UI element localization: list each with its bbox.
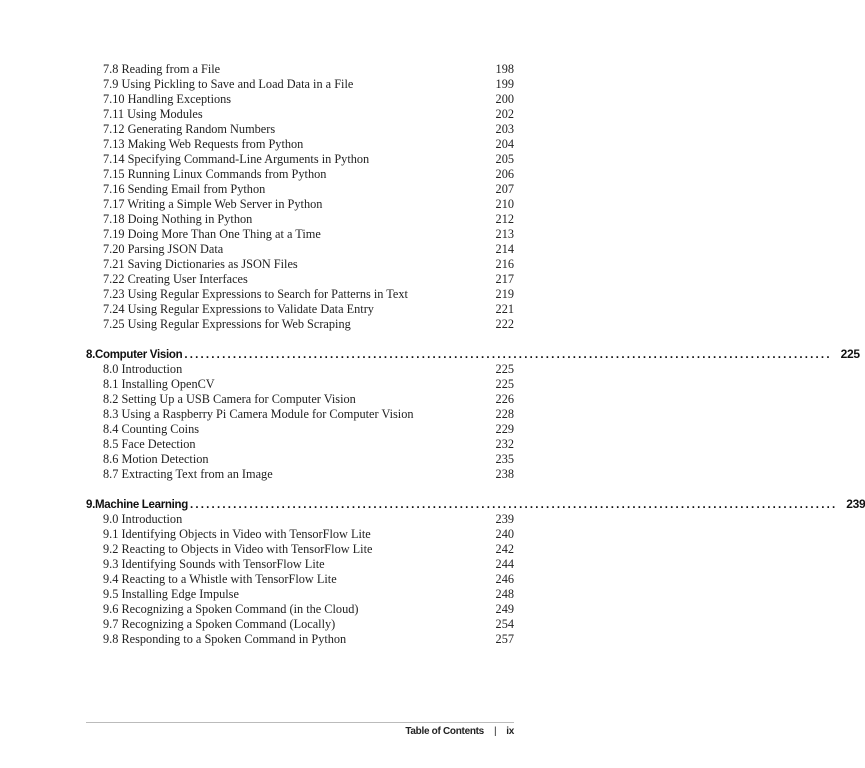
toc-entry[interactable] [86,512,514,527]
entry-page-number: 206 [495,167,514,181]
entry-page-number: 198 [495,62,514,76]
entry-page-number: 205 [495,152,514,166]
entry-page-number: 213 [495,227,514,241]
entry-title: 7.22 Creating User Interfaces [103,272,248,286]
entry-page-number: 232 [495,437,514,451]
entry-page-number: 225 [495,377,514,391]
entry-title: 7.25 Using Regular Expressions for Web Scraping [103,317,351,331]
entry-page-number: 221 [495,302,514,316]
toc-entry[interactable] [86,92,514,107]
entry-title: 9.0 Introduction [103,512,183,526]
toc-entry[interactable] [86,242,514,257]
chapter-page-number: 225 [840,347,860,361]
toc-entry[interactable] [86,617,514,632]
page-footer [405,726,514,737]
toc-entry[interactable] [86,107,514,122]
entry-page-number: 248 [495,587,514,601]
entry-page-number: 202 [495,107,514,121]
entry-title: 7.15 Running Linux Commands from Python [103,167,327,181]
toc-entry[interactable] [86,62,514,77]
footer-separator: | [493,726,497,737]
toc-entry[interactable] [86,452,514,467]
toc-entry[interactable] [86,632,514,647]
toc-entry[interactable] [86,362,514,377]
entry-title: 9.1 Identifying Objects in Video with TensorFlow Lite [103,527,371,541]
entry-page-number: 238 [495,467,514,481]
toc-entry[interactable] [86,227,514,242]
entry-page-number: 242 [495,542,514,556]
dot-leader: ........................................................................................................................ [189,499,838,511]
toc-entry[interactable] [86,182,514,197]
entry-page-number: 200 [495,92,514,106]
toc-entry[interactable] [86,77,514,92]
dot-leader: ........................................................................................................................ [184,349,832,361]
entry-page-number: 217 [495,272,514,286]
entry-page-number: 214 [495,242,514,256]
toc-entry[interactable] [86,557,514,572]
entry-page-number: 216 [495,257,514,271]
toc-entry[interactable] [86,572,514,587]
entry-title: 7.18 Doing Nothing in Python [103,212,253,226]
entry-page-number: 219 [495,287,514,301]
entry-page-number: 203 [495,122,514,136]
toc-entry[interactable] [86,272,514,287]
entry-title: 7.10 Handling Exceptions [103,92,232,106]
entry-page-number: 246 [495,572,514,586]
entry-page-number: 240 [495,527,514,541]
chapter-heading[interactable] [86,497,865,512]
entry-title: 8.5 Face Detection [103,437,196,451]
toc-entry[interactable] [86,197,514,212]
chapter-number: 8. [86,349,95,361]
chapter-heading[interactable] [86,347,860,362]
footer-section-title: Table of Contents [405,726,484,737]
entry-title: 7.23 Using Regular Expressions to Search for Patterns in Text [103,287,408,301]
entry-page-number: 228 [495,407,514,421]
entry-title: 7.19 Doing More Than One Thing at a Time [103,227,321,241]
entry-title: 8.3 Using a Raspberry Pi Camera Module for Computer Vision [103,407,414,421]
entry-title: 7.20 Parsing JSON Data [103,242,224,256]
entry-page-number: 204 [495,137,514,151]
entry-title: 8.4 Counting Coins [103,422,199,436]
chapter-page-number: 239 [846,497,865,511]
entry-page-number: 254 [495,617,514,631]
entry-page-number: 249 [495,602,514,616]
entry-page-number: 225 [495,362,514,376]
section-spacer [86,482,514,497]
entry-page-number: 212 [495,212,514,226]
entry-title: 8.1 Installing OpenCV [103,377,215,391]
toc-entry[interactable] [86,122,514,137]
toc-entry[interactable] [86,137,514,152]
entry-page-number: 229 [495,422,514,436]
entry-title: 8.7 Extracting Text from an Image [103,467,273,481]
entry-title: 8.2 Setting Up a USB Camera for Computer Vision [103,392,356,406]
entry-title: 9.7 Recognizing a Spoken Command (Locally) [103,617,336,631]
entry-title: 7.11 Using Modules [103,107,203,121]
chapter-title: Computer Vision [95,349,183,361]
entry-title: 7.17 Writing a Simple Web Server in Python [103,197,323,211]
entry-title: 7.16 Sending Email from Python [103,182,266,196]
toc-entry[interactable] [86,527,514,542]
toc-entry[interactable] [86,422,514,437]
entry-title: 9.6 Recognizing a Spoken Command (in the Cloud) [103,602,359,616]
toc-entry[interactable] [86,317,514,332]
entry-page-number: 239 [495,512,514,526]
toc-entry[interactable] [86,302,514,317]
entry-title: 8.0 Introduction [103,362,183,376]
entry-title: 7.21 Saving Dictionaries as JSON Files [103,257,298,271]
toc-entry[interactable] [86,587,514,602]
entry-page-number: 226 [495,392,514,406]
entry-page-number: 222 [495,317,514,331]
entry-title: 9.8 Responding to a Spoken Command in Python [103,632,347,646]
entry-title: 7.8 Reading from a File [103,62,221,76]
entry-title: 9.3 Identifying Sounds with TensorFlow Lite [103,557,325,571]
entry-title: 9.5 Installing Edge Impulse [103,587,239,601]
entry-title: 7.9 Using Pickling to Save and Load Data in a File [103,77,354,91]
toc-entry[interactable] [86,467,514,482]
entry-page-number: 235 [495,452,514,466]
chapter-title: Machine Learning [95,499,188,511]
toc-entry[interactable] [86,407,514,422]
entry-page-number: 257 [495,632,514,646]
footer-divider [86,722,514,723]
toc-entry[interactable] [86,287,514,302]
entry-page-number: 244 [495,557,514,571]
toc-entry[interactable] [86,377,514,392]
toc-entry[interactable] [86,542,514,557]
entry-page-number: 207 [495,182,514,196]
table-of-contents [86,62,865,647]
entry-title: 9.4 Reacting to a Whistle with TensorFlow Lite [103,572,337,586]
toc-entry[interactable] [86,152,514,167]
footer-page-number: ix [506,726,514,737]
entry-title: 9.2 Reacting to Objects in Video with TensorFlow Lite [103,542,373,556]
entry-title: 7.14 Specifying Command-Line Arguments in Python [103,152,370,166]
entry-title: 7.13 Making Web Requests from Python [103,137,304,151]
entry-page-number: 199 [495,77,514,91]
entry-page-number: 210 [495,197,514,211]
chapter-number: 9. [86,499,95,511]
entry-title: 8.6 Motion Detection [103,452,209,466]
entry-title: 7.24 Using Regular Expressions to Validate Data Entry [103,302,374,316]
toc-entry[interactable] [86,392,514,407]
toc-entry[interactable] [86,167,514,182]
entry-title: 7.12 Generating Random Numbers [103,122,276,136]
toc-entry[interactable] [86,212,514,227]
toc-entry[interactable] [86,437,514,452]
toc-entry[interactable] [86,602,514,617]
toc-entry[interactable] [86,257,514,272]
section-spacer [86,332,514,347]
